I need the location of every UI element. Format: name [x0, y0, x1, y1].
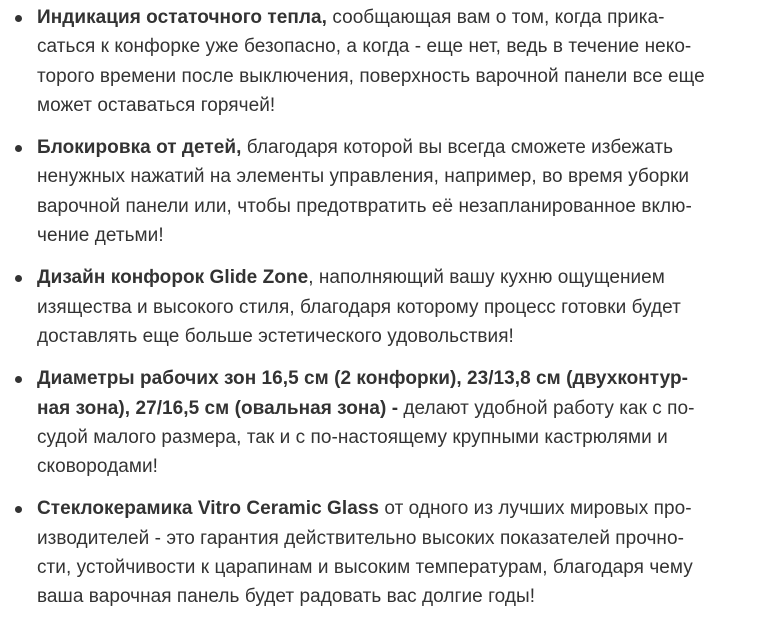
- bullet-icon: [15, 506, 22, 513]
- feature-list: [0, 3, 767, 612]
- text-line: [37, 133, 767, 162]
- text-line: саться к конфорке уже безопасно, а когда - еще нет, ведь в течение неко-: [37, 36, 692, 58]
- text-line: [37, 394, 767, 423]
- text-line: может оставаться горячей!: [37, 94, 276, 116]
- feature-title: ная зона), 27/16,5 см (овальная зона) -: [37, 397, 399, 419]
- text-line: судой малого размера, так и с по-настоящему крупными кастрюлями и: [37, 426, 668, 448]
- feature-item-vitro-ceramic: [0, 494, 767, 611]
- feature-item-zone-diameters: [0, 364, 767, 481]
- feature-item-residual-heat: [0, 3, 767, 120]
- text-line: торого времени после выключения, поверхность варочной панели все еще: [37, 65, 705, 87]
- text-line: сти, устойчивости к царапинам и высоким температурам, благодаря чему: [37, 557, 693, 579]
- text-line: варочной панели или, чтобы предотвратить её незапланированное вклю-: [37, 195, 692, 217]
- text-line: ваша варочная панель будет радовать вас долгие годы!: [37, 586, 536, 608]
- feature-title: Блокировка от детей,: [37, 137, 242, 159]
- feature-text: от одного из лучших мировых про-: [379, 498, 692, 520]
- text-line: [37, 263, 767, 292]
- text-line: ненужных нажатий на элементы управления, например, во время уборки: [37, 166, 690, 188]
- text-line: сковородами!: [37, 456, 158, 478]
- feature-text: делают удобной работу как с по-: [398, 397, 695, 419]
- feature-title: Дизайн конфорок Glide Zone: [37, 267, 309, 289]
- feature-text: сообщающая вам о том, когда прика-: [326, 7, 665, 28]
- feature-title: Диаметры рабочих зон 16,5 см (2 конфорки), 23/13,8 см (двухконтур-: [37, 368, 689, 390]
- text-line: доставлять еще больше эстетического удовольствия!: [37, 325, 514, 347]
- feature-item-child-lock: [0, 133, 767, 250]
- text-line: чение детьми!: [37, 225, 164, 247]
- feature-title: Индикация остаточного тепла,: [37, 7, 327, 28]
- text-line: изводителей - это гарантия действительно высоких показателей прочно-: [37, 527, 684, 549]
- feature-text: благодаря которой вы всегда сможете избежать: [241, 137, 674, 159]
- feature-text: , наполняющий вашу кухню ощущением: [308, 267, 665, 289]
- bullet-icon: [15, 275, 22, 282]
- bullet-icon: [15, 15, 22, 22]
- feature-title: Стеклокерамика Vitro Ceramic Glass: [37, 498, 380, 520]
- bullet-icon: [15, 376, 22, 383]
- feature-item-glide-zone: [0, 263, 767, 351]
- bullet-icon: [15, 145, 22, 152]
- text-line: изящества и высокого стиля, благодаря которому процесс готовки будет: [37, 296, 681, 318]
- text-line: [37, 494, 767, 523]
- text-line: [37, 3, 767, 32]
